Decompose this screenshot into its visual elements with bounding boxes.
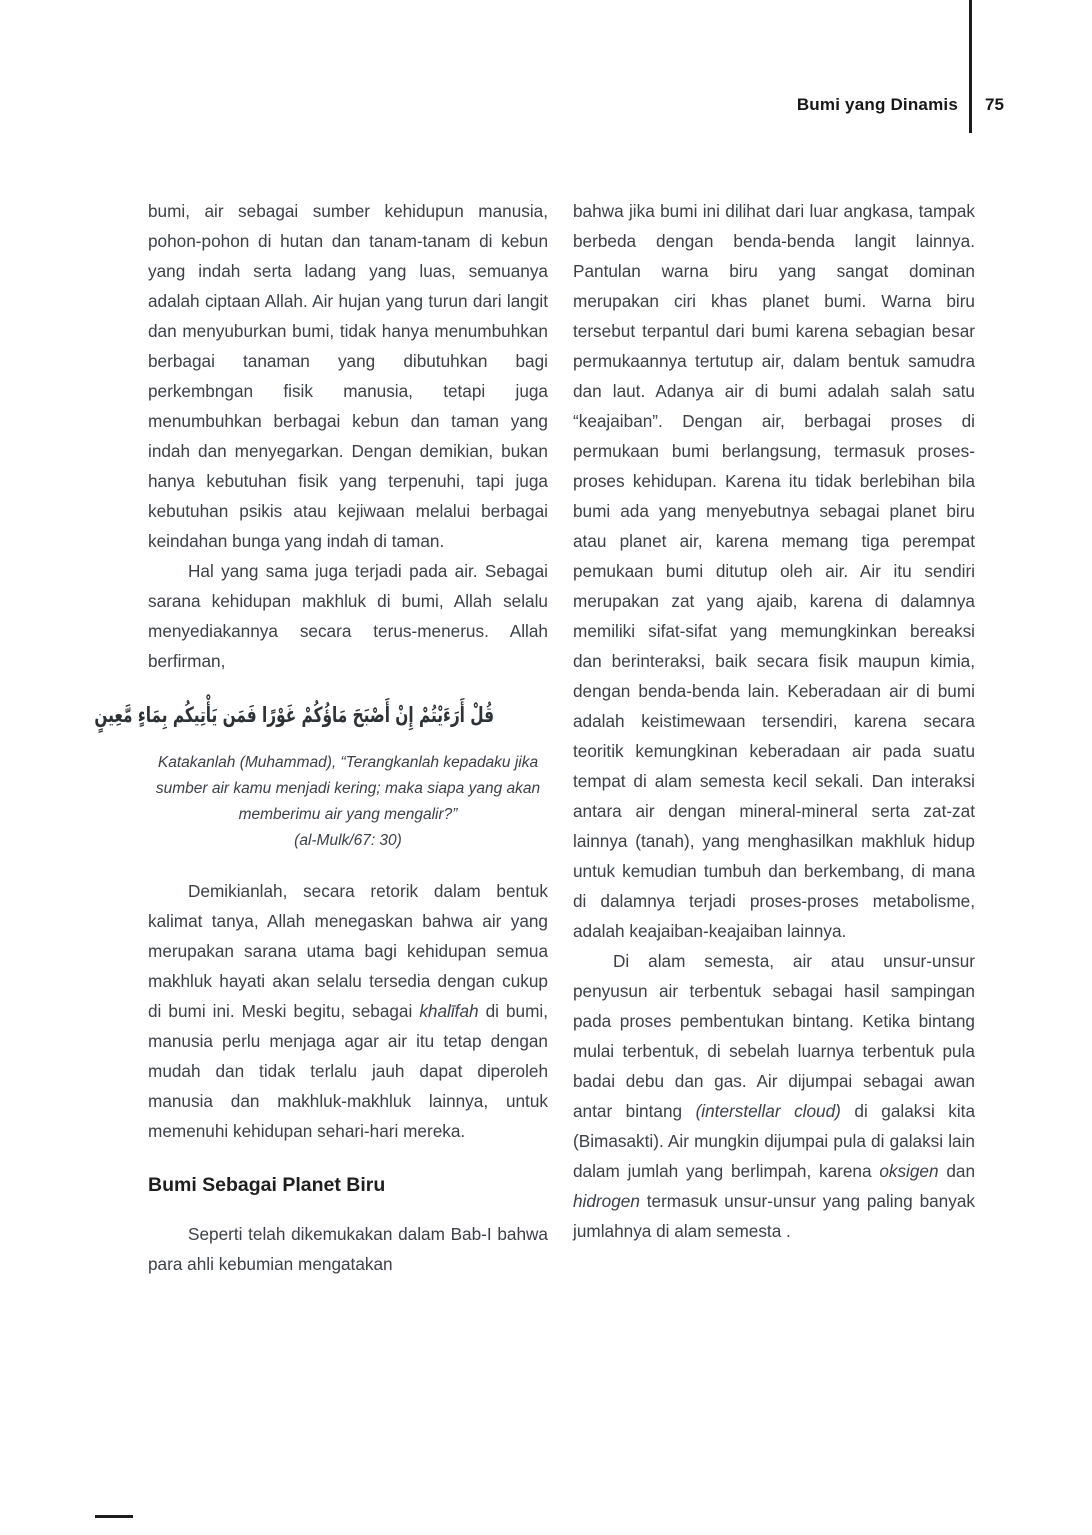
verse-reference: (al-Mulk/67: 30)	[294, 831, 402, 849]
running-header-title: Bumi yang Dinamis	[796, 95, 958, 114]
text-run: termasuk unsur-unsur yang paling banyak jumlahnya di alam semesta .	[573, 1191, 975, 1241]
page-number: 75	[985, 95, 1004, 114]
body-paragraph	[148, 876, 548, 1146]
right-column	[573, 196, 975, 1279]
text-run: Di alam semesta, air atau unsur-unsur penyusun air terbentuk sebagai hasil sampingan pada proses pembentukan bintang. Ketika bintang mulai terbentuk, di sebelah luarnya terbentuk pula badai debu dan gas. Air dijumpai sebagai awan antar bintang	[573, 951, 975, 1121]
text-run: bahwa jika bumi ini dilihat dari luar angkasa, tampak berbeda dengan benda-benda langit lainnya. Pantulan warna biru yang sangat dominan merupakan ciri khas planet bumi. Warna biru tersebut terpantul dari bumi karena sebagian besar permukaannya tertutup air, dalam bentuk samudra dan laut. Adanya air di bumi adalah salah satu “keajaiban”. Dengan air, berbagai proses di permukaan bumi berlangsung, termasuk proses-proses kehidupan. Karena itu tidak berlebihan bila bumi ada yang menyebutnya sebagai planet biru atau planet air, karena memang tiga perempat pemukaan bumi ditutup oleh air. Air itu sendiri merupakan zat yang ajaib, karena di dalamnya memiliki sifat-sifat yang memungkinkan bereaksi dan berinteraksi, baik secara fisik maupun kimia, dengan benda-benda lain. Keberadaan air di bumi adalah keistimewaan tersendiri, karena secara teoritik kemungkinan keberadaan air pada suatu tempat di alam semesta kecil sekali. Dan interaksi antara air dengan mineral-mineral serta zat-zat lainnya (tanah), yang menghasilkan makhluk hidup untuk kemudian tumbuh dan berkembang, di mana di dalamnya terjadi proses-proses metabolisme, adalah keajaiban-keajaiban lainnya.	[573, 201, 975, 941]
body-paragraph	[573, 946, 975, 1246]
body-paragraph	[573, 196, 975, 946]
left-column	[94, 196, 548, 1279]
emphasized-text: oksigen	[879, 1161, 939, 1181]
emphasized-text: khalīfah	[419, 1000, 479, 1021]
text-run: di galaksi kita (Bimasakti). Air mungkin dijumpai pula di galaksi lain dalam jumlah yang berlimpah, karena	[573, 1101, 976, 1181]
corner-crop-mark	[95, 1515, 133, 1518]
emphasized-text: hidrogen	[573, 1191, 640, 1211]
body-paragraph	[148, 196, 548, 556]
text-run: di bumi, manusia perlu menjaga agar air itu tetap dengan mudah dan tidak terlalu jauh dapat diperoleh manusia dan makhluk-makhluk lainnya, untuk memenuhi kehidupan sehari-hari mereka.	[148, 1000, 548, 1141]
header-divider-rule	[969, 0, 972, 133]
section-heading: Bumi Sebagai Planet Biru	[148, 1173, 386, 1196]
arabic-verse: قُلْ أَرَءَيْتُمْ إِنْ أَصْبَحَ مَاؤُكُمْ غَوْرًا فَمَن يَأْتِيكُم بِمَاءٍ مَّعِينٍ	[94, 703, 494, 727]
body-paragraph	[148, 1219, 548, 1279]
text-run: Seperti telah dikemukakan dalam Bab-I bahwa para ahli kebumian mengatakan	[148, 1223, 548, 1274]
text-run: Demikianlah, secara retorik dalam bentuk kalimat tanya, Allah menegaskan bahwa air yang merupakan sarana utama bagi kehidupan semua makhluk hayati akan selalu tersedia dengan cukup di bumi ini. Meski begitu, sebagai	[148, 880, 548, 1021]
verse-translation: Katakanlah (Muhammad), “Terangkanlah kepadaku jika sumber air kamu menjadi kering; maka siapa yang akan memberimu air yang mengalir?”	[155, 753, 541, 823]
emphasized-text: (interstellar cloud)	[695, 1101, 841, 1121]
body-paragraph	[148, 556, 548, 676]
text-run: bumi, air sebagai sumber kehidupun manusia, pohon-pohon di hutan dan tanam-tanam di kebun yang indah serta ladang yang luas, semuanya adalah ciptaan Allah. Air hujan yang turun dari langit dan menyuburkan bumi, tidak hanya menumbuhkan berbagai tanaman yang dibutuhkan bagi perkembngan fisik manusia, tetapi juga menumbuhkan berbagai kebun dan taman yang indah dan menyegarkan. Dengan demikian, bukan hanya kebutuhan fisik yang terpenuhi, tapi juga kebutuhan psikis atau kejiwaan melalui berbagai keindahan bunga yang indah di taman.	[148, 201, 548, 551]
text-run: dan	[938, 1161, 975, 1181]
page-content	[94, 196, 976, 1279]
text-run: Hal yang sama juga terjadi pada air. Sebagai sarana kehidupan makhluk di bumi, Allah selalu menyediakannya secara terus-menerus. Allah berfirman,	[148, 561, 548, 671]
